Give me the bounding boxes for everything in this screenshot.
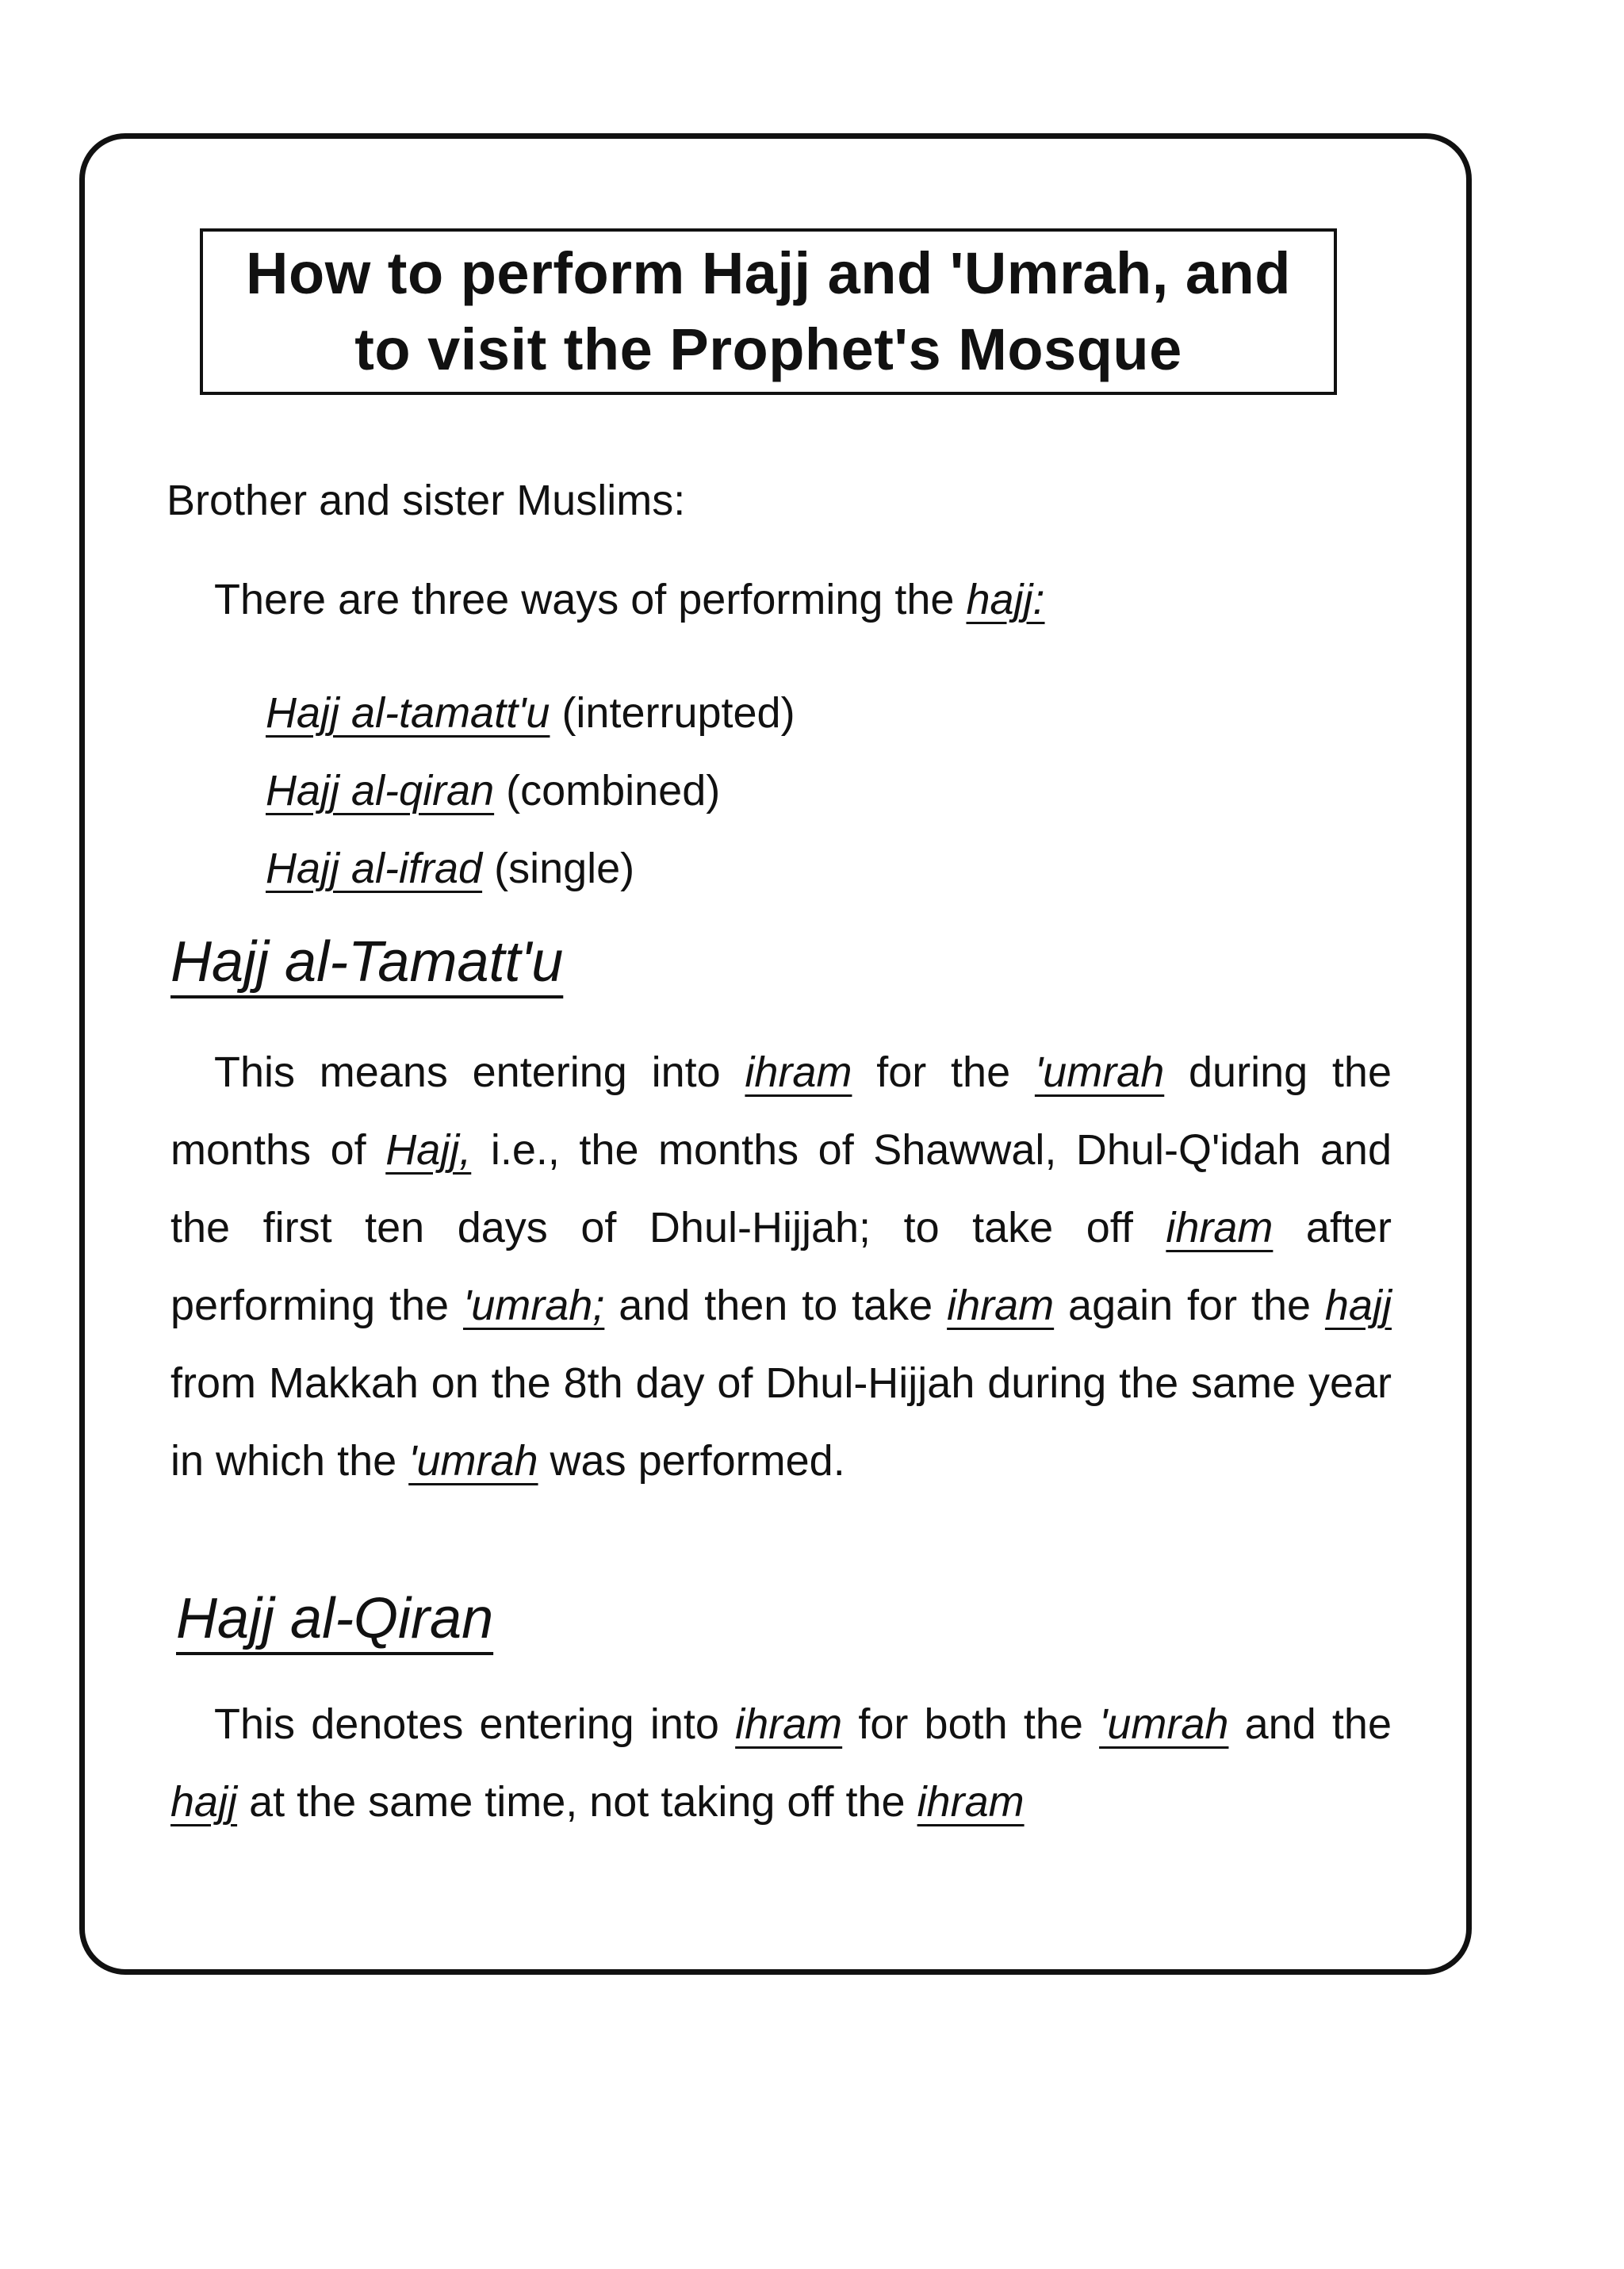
term-run: hajj xyxy=(170,1778,238,1826)
text-run: again for the xyxy=(1054,1282,1325,1329)
list-item xyxy=(266,752,795,830)
intro-text: There are three ways of performing the xyxy=(214,576,967,623)
term-run: ihram xyxy=(917,1778,1025,1826)
section-heading-tamattu: Hajj al-Tamatt'u xyxy=(170,930,564,994)
text-run: during the months of xyxy=(170,1048,1392,1174)
term-run: ihram xyxy=(1166,1204,1274,1251)
term-run: 'umrah xyxy=(408,1437,538,1485)
section-heading-qiran: Hajj al-Qiran xyxy=(176,1587,494,1650)
text-run: and then to take xyxy=(604,1282,948,1329)
text-run: after performing the xyxy=(170,1204,1392,1329)
text-run: for the xyxy=(852,1048,1035,1096)
term-run: ihram xyxy=(947,1282,1055,1329)
text-run: for both the xyxy=(842,1700,1100,1748)
term-run: ihram xyxy=(745,1048,852,1096)
way-term: Hajj al-ifrad xyxy=(266,845,483,892)
salutation: Brother and sister Muslims: xyxy=(167,477,686,524)
text-run: This means entering into xyxy=(214,1048,745,1096)
way-meaning: (combined) xyxy=(494,767,721,814)
title-line-1: How to perform Hajj and 'Umrah, and xyxy=(246,240,1291,306)
way-term: Hajj al-qiran xyxy=(266,767,495,814)
paragraph-tamattu xyxy=(170,1033,1392,1500)
text-run: and the xyxy=(1228,1700,1392,1748)
text-run: This denotes entering into xyxy=(214,1700,736,1748)
title-line-2: to visit the Prophet's Mosque xyxy=(354,316,1182,382)
term-run: hajj xyxy=(1324,1282,1392,1329)
intro-term: hajj: xyxy=(966,576,1045,623)
text-run: at the same time, not taking off the xyxy=(237,1778,917,1826)
text-run: was performed. xyxy=(538,1437,845,1485)
way-meaning: (interrupted) xyxy=(550,689,795,737)
term-run: 'umrah xyxy=(1034,1048,1165,1096)
way-meaning: (single) xyxy=(482,845,635,892)
ways-list xyxy=(266,674,795,907)
paragraph-qiran xyxy=(170,1685,1392,1841)
list-item xyxy=(266,830,795,907)
list-item xyxy=(266,674,795,752)
term-run: ihram xyxy=(735,1700,843,1748)
text-run: i.e., the months of Shawwal, Dhul-Q'idah and the first ten days of Dhul-Hijjah; to take off xyxy=(170,1126,1392,1251)
term-run: 'umrah xyxy=(1099,1700,1229,1748)
text-run: from Makkah on the 8th day of Dhul-Hijjah during the same year in which the xyxy=(170,1359,1392,1485)
way-term: Hajj al-tamatt'u xyxy=(266,689,550,737)
term-run: Hajj, xyxy=(385,1126,472,1174)
intro-sentence xyxy=(214,575,1045,624)
title-box xyxy=(200,228,1337,395)
term-run: 'umrah; xyxy=(462,1282,605,1329)
